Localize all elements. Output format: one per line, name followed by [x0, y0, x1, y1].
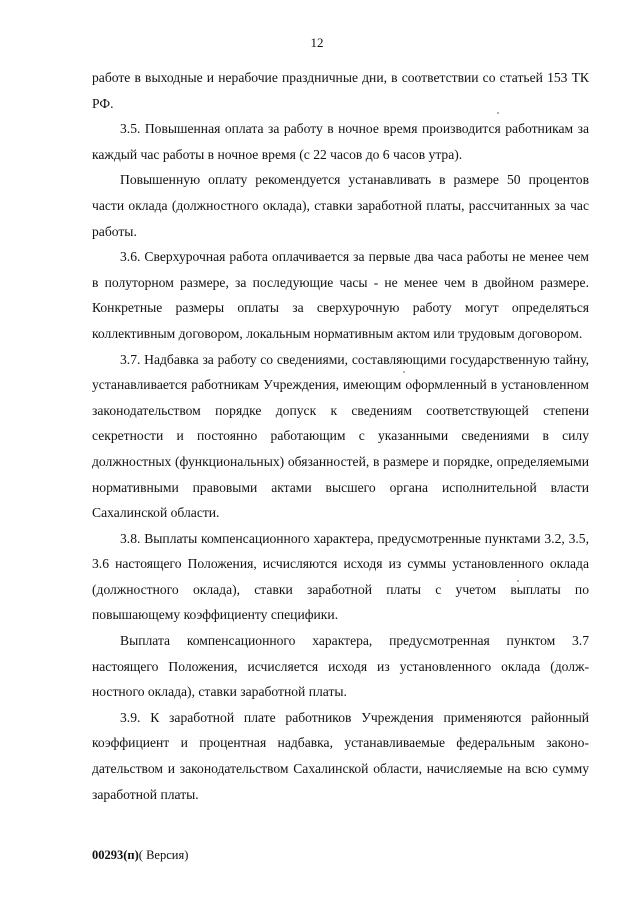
scan-speck: [403, 371, 405, 373]
document-code: 00293(п): [92, 848, 139, 862]
paragraph-night-pay-rate: Повышенную оплату рекомендуется устанавливать в размере 50 процентов части оклада (должностного оклада), ставки заработной платы, рассчитанных за час работы.: [92, 172, 589, 239]
paragraph-3-9: 3.9. К заработной плате работников Учреждения применяются районный коэффициент и процентная надбавка, устанавливаемые федеральным законодательством и законодательством Сахалинской области, начисляемые на всю сумму заработной платы.: [92, 709, 589, 802]
document-footer: [92, 848, 188, 863]
scan-speck: [517, 580, 519, 582]
paragraph-3-5: 3.5. Повышенная оплата за работу в ночное время производится работникам за каждый час работы в ночное время (с 22 часов до 6 часов утра).: [92, 121, 589, 162]
document-body: [92, 65, 589, 807]
paragraph-3-7-calculation: Выплата компенсационного характера, предусмотренная пунктом 3.7 настоящего Положения, исчисляется исходя из установленного оклада (должностного оклада), ставки заработной платы.: [92, 633, 589, 700]
paragraph-continuation: работе в выходные и нерабочие праздничные дни, в соответствии со статьей 153 ТК РФ.: [92, 70, 589, 111]
scan-speck: [497, 112, 499, 114]
paragraph-3-8: 3.8. Выплаты компенсационного характера, предусмотренные пунктами 3.2, 3.5, 3.6 настоящего Положения, исчисляются исходя из суммы установленного оклада (должностного оклада), ставки заработной платы с учетом выплаты по повышающему коэффициенту специфики.: [92, 530, 589, 623]
paragraph-3-7: 3.7. Надбавка за работу со сведениями, составляющими государственную тайну, устанавливается работникам Учреждения, имеющим оформленный в установленном законодательством порядке допуск к сведениям соответствующей степени секретности и постоянно работающим с указанными сведениями в силу должностных (функциональных) обязанностей, в размере и порядке, определяемыми нормативными правовыми актами высшего органа исполнительной власти Сахалинской области.: [92, 351, 589, 521]
document-version: ( Версия): [138, 848, 189, 862]
paragraph-3-6: 3.6. Сверхурочная работа оплачивается за первые два часа работы не менее чем в полуторном размере, за последующие часы - не менее чем в двойном размере. Конкретные размеры оплаты за сверхурочную работу могут определяться коллективным договором, локальным нормативным актом или трудовым договором.: [92, 249, 589, 341]
page-number: 12: [310, 35, 324, 50]
